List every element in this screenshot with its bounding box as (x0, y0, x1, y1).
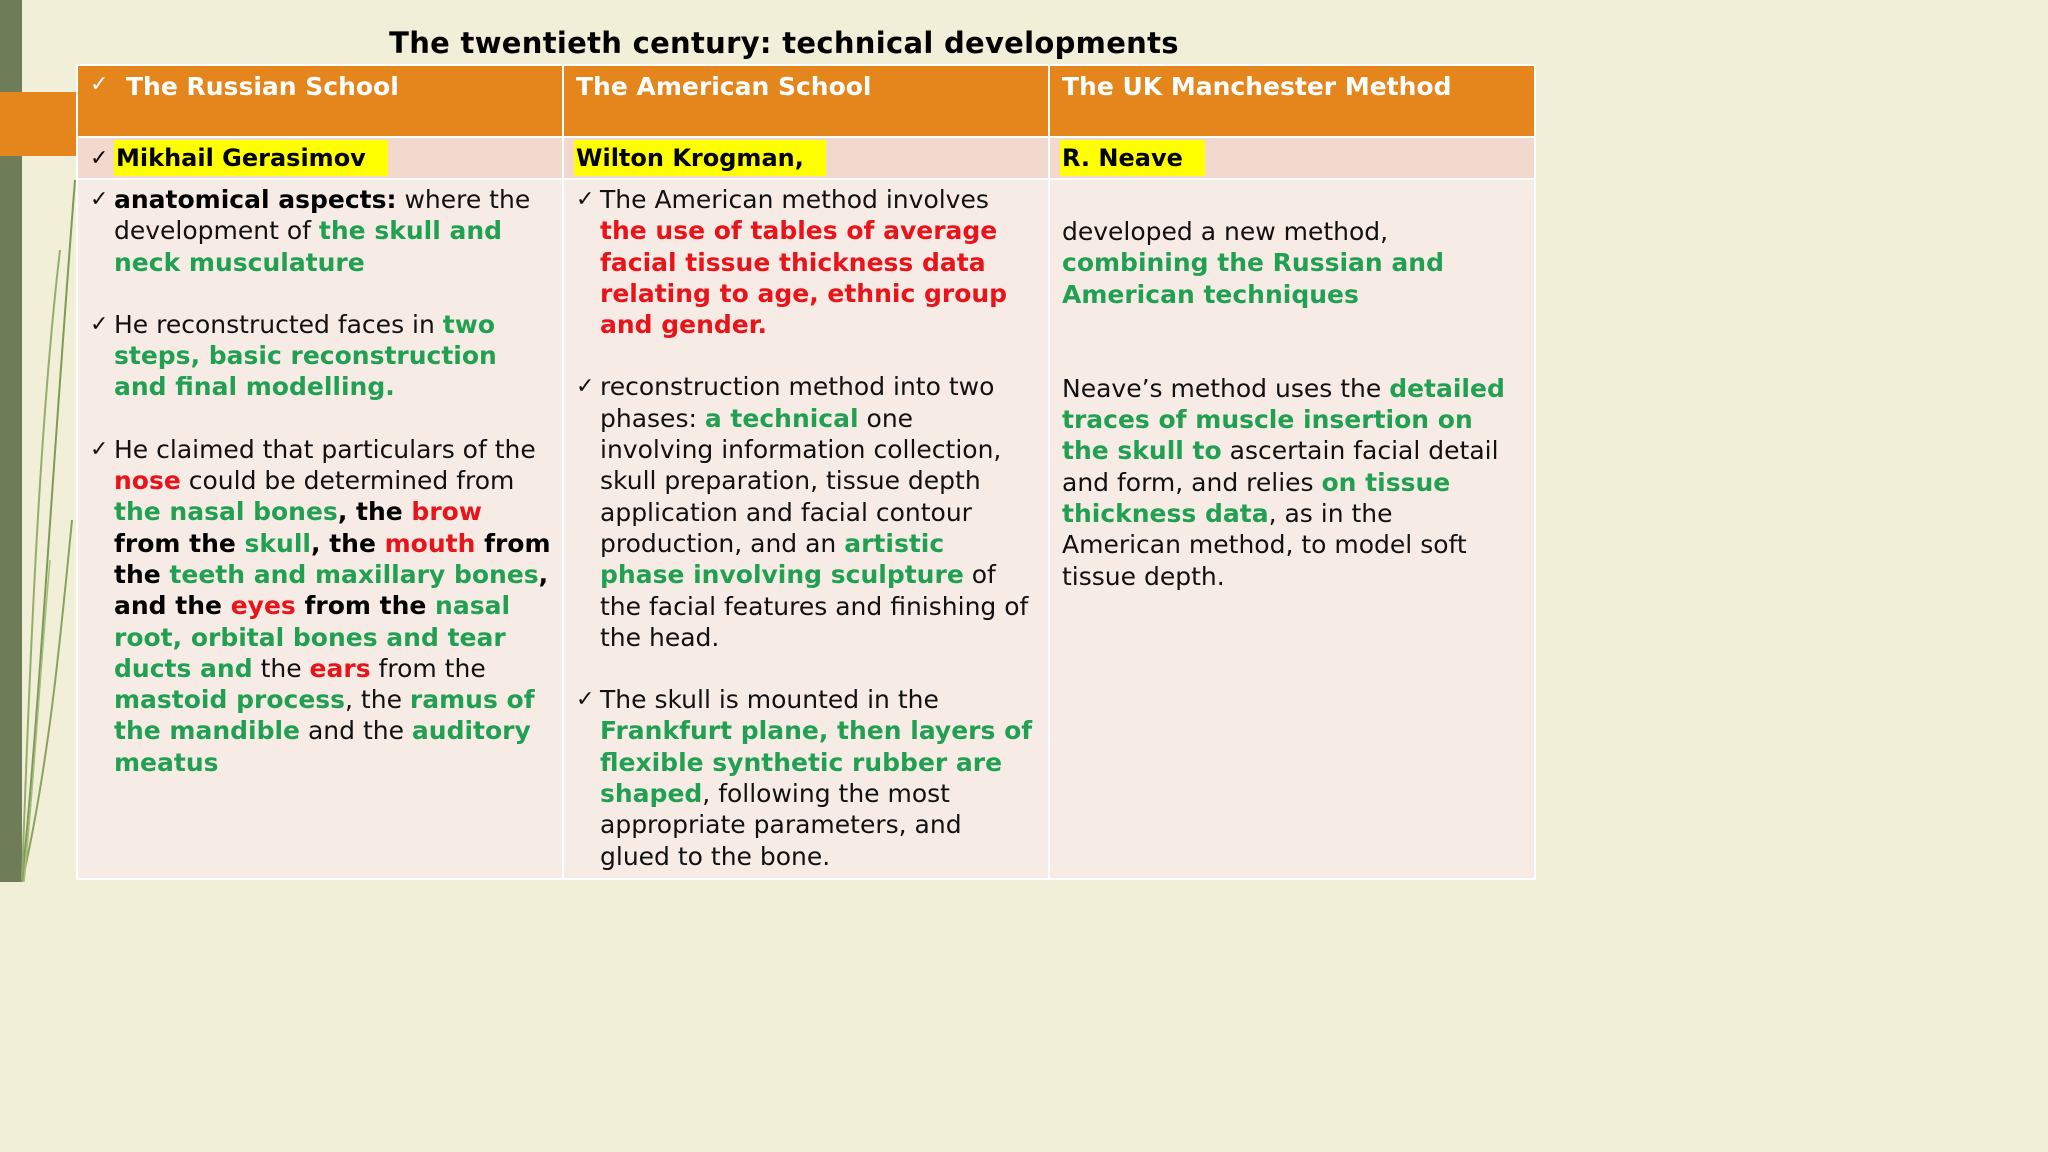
name-uk (1049, 137, 1535, 179)
checkmark-icon: ✓ (90, 436, 109, 462)
checkmark-icon: ✓ (90, 72, 109, 97)
name-russian (77, 137, 563, 179)
bullet-item: ✓ The American method involves the use of tables of average facial tissue thickness data relating to age, ethnic group and gender. (564, 184, 1034, 340)
body-american (563, 179, 1049, 879)
scientist-name: R. Neave (1060, 140, 1205, 176)
scientist-name: Mikhail Gerasimov (114, 140, 388, 176)
checkmark-icon: ✓ (576, 374, 595, 400)
comparison-table (76, 64, 1536, 880)
bullet-item: ✓ The skull is mounted in the Frankfurt plane, then layers of flexible synthetic rubber are shaped, following the most appropriate parameters, and glued to the bone. (564, 684, 1034, 872)
checkmark-icon: ✓ (576, 687, 595, 713)
header-russian (77, 65, 563, 137)
paragraph: developed a new method, combining the Russian and American techniques (1062, 217, 1444, 309)
checkmark-icon: ✓ (90, 187, 109, 212)
paragraph: Neave’s method uses the detailed traces of muscle insertion on the skull to ascertain facial detail and form, and relies on tissue thickness data, as in the American method, to model soft tissue depth. (1062, 373, 1505, 591)
checkmark-icon: ✓ (90, 145, 109, 171)
bullet-item: ✓ He claimed that particulars of the nose could be determined from the nasal bones, the brow from the skull, the mouth from the teeth and maxillary bones, and the eyes from the nasal root, orbital bones and tear ducts and the ears from the mastoid process, the ramus of the mandible and the auditory meatus (78, 434, 552, 778)
bullet-item: ✓ anatomical aspects: where the development of the skull and neck musculature (78, 184, 552, 278)
bullet-item: ✓ reconstruction method into two phases: a technical one involving information collection, skull preparation, tissue depth application and facial contour production, and an artistic phase involving sculpture of the facial features and finishing of the head. (564, 371, 1034, 653)
body-uk (1049, 179, 1535, 879)
header-uk (1049, 65, 1535, 137)
name-american (563, 137, 1049, 179)
body-russian (77, 179, 563, 879)
header-label: The Russian School (126, 72, 399, 101)
slide-title: The twentieth century: technical developments (389, 26, 1179, 60)
header-american (563, 65, 1049, 137)
scientist-name: Wilton Krogman, (574, 140, 826, 176)
bullet-item: ✓ He reconstructed faces in two steps, basic reconstruction and final modelling. (78, 309, 552, 403)
header-label: The UK Manchester Method (1062, 72, 1452, 101)
checkmark-icon: ✓ (576, 187, 595, 212)
header-label: The American School (576, 72, 872, 101)
checkmark-icon: ✓ (90, 311, 109, 337)
